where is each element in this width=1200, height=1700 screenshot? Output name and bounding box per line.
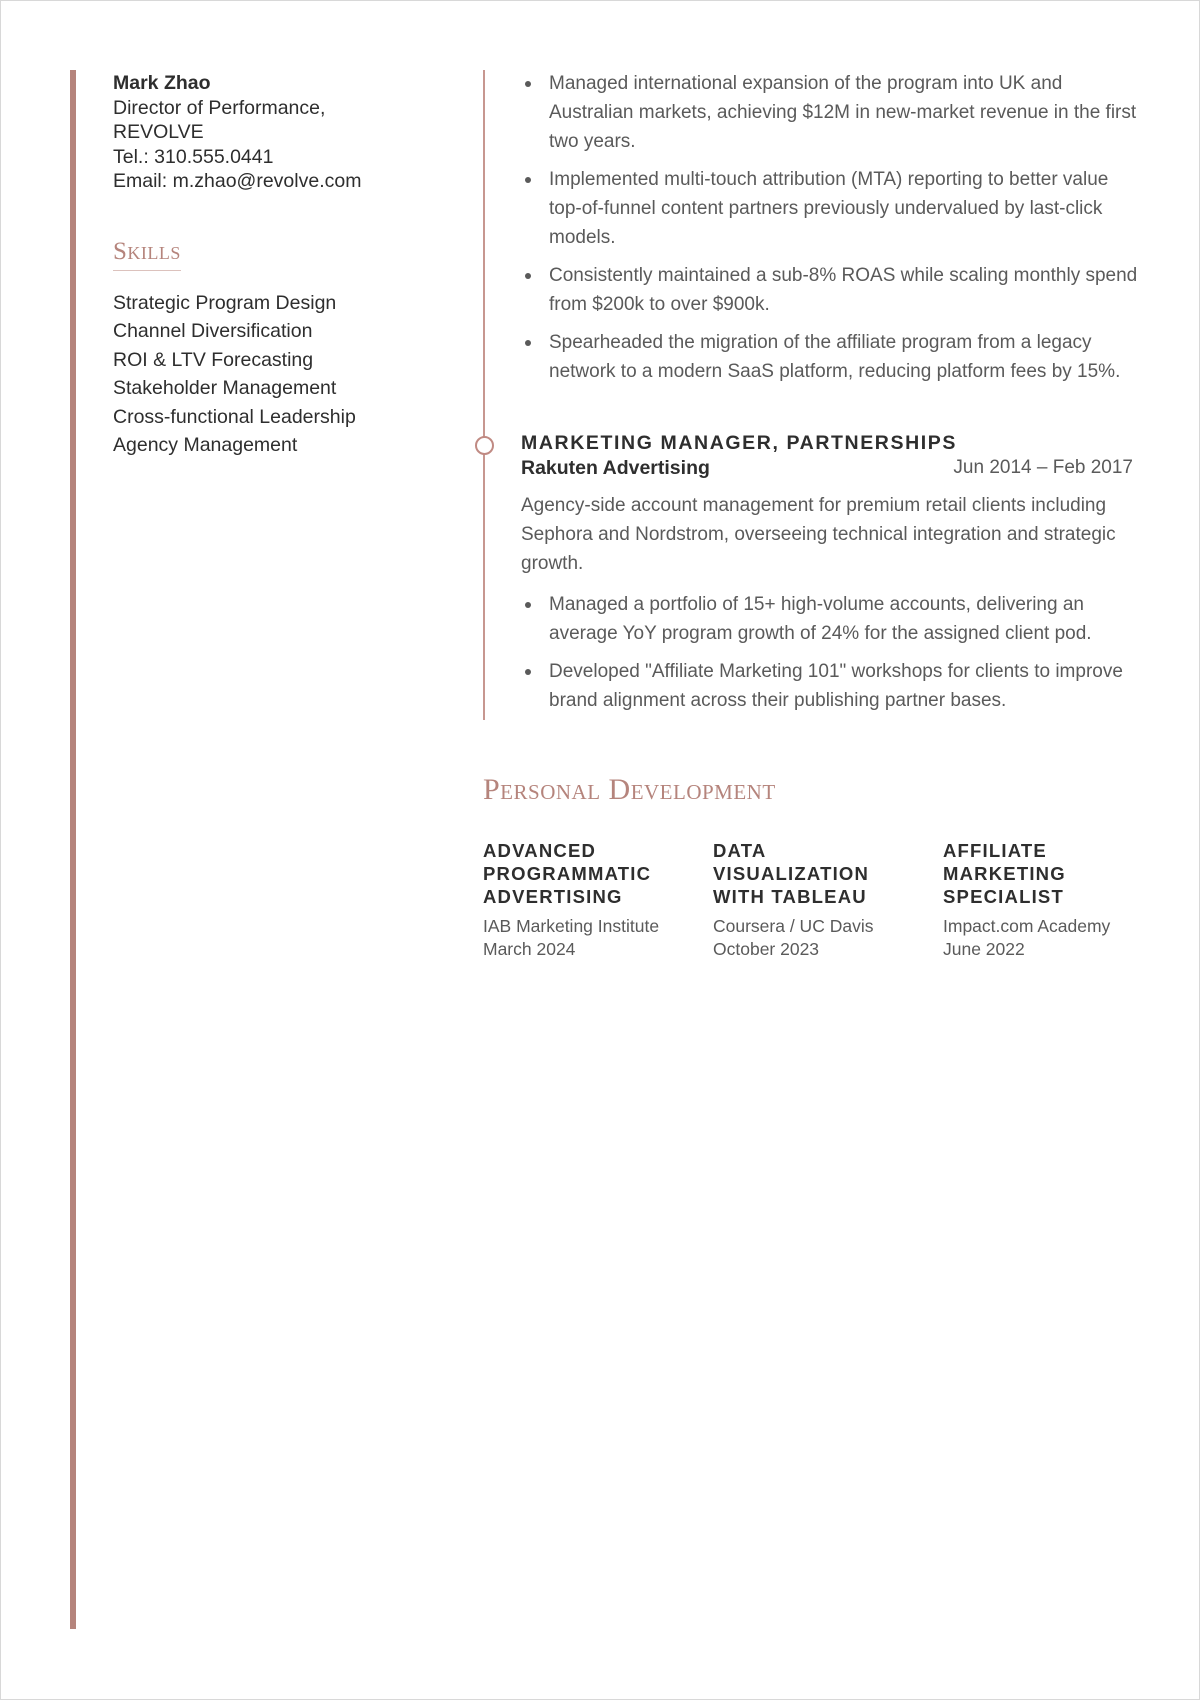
skills-heading: Skills xyxy=(113,238,181,271)
skill-item: Stakeholder Management xyxy=(113,377,337,399)
course-date: March 2024 xyxy=(483,939,576,959)
skill-item: Channel Diversification xyxy=(113,320,313,342)
course-date: October 2023 xyxy=(713,939,820,959)
job-dates: Jun 2014 – Feb 2017 xyxy=(953,457,1133,478)
list-item: Managed international expansion of the program into UK and Australian markets, achieving $12M in new-market revenue in the first two years. xyxy=(521,69,1141,156)
skill-item: ROI & LTV Forecasting xyxy=(113,348,314,371)
skill-item: Strategic Program Design xyxy=(113,291,337,314)
course-card xyxy=(713,839,943,961)
timeline-dot xyxy=(475,436,494,455)
list-item: Managed a portfolio of 15+ high-volume accounts, delivering an average YoY program growth of 24% for the assigned client pod. xyxy=(521,590,1133,648)
list-item: Implemented multi-touch attribution (MTA) reporting to better value top-of-funnel content partners previously undervalued by last-click models. xyxy=(521,165,1141,252)
course-meta xyxy=(713,915,893,961)
skill-item: Cross-functional Leadership xyxy=(113,405,356,428)
course-card xyxy=(483,839,713,961)
timeline-line xyxy=(483,70,485,720)
course-provider: Coursera / UC Davis xyxy=(713,916,874,936)
previous-role-bullets xyxy=(521,69,1141,395)
list-item: Consistently maintained a sub-8% ROAS while scaling monthly spend from $200k to over $900k. xyxy=(521,261,1141,319)
contact-block xyxy=(113,71,413,194)
course-card xyxy=(943,839,1173,961)
job-description: Agency-side account management for premium retail clients including Sephora and Nordstrom, overseeing technical integration and strategic growth. xyxy=(521,495,1116,574)
course-meta xyxy=(483,915,663,961)
list-item: Spearheaded the migration of the affiliate program from a legacy network to a modern SaaS platform, reducing platform fees by 15%. xyxy=(521,328,1141,386)
list-item: Developed "Affiliate Marketing 101" workshops for clients to improve brand alignment across their publishing partner bases. xyxy=(521,657,1133,715)
job-subheader xyxy=(521,455,1133,481)
job-title: MARKETING MANAGER, PARTNERSHIPS xyxy=(521,432,958,454)
contact-email: Email: m.zhao@revolve.com xyxy=(113,170,362,192)
skill-item: Agency Management xyxy=(113,434,298,456)
personal-development-heading: Personal Development xyxy=(483,773,776,806)
course-provider: IAB Marketing Institute xyxy=(483,916,660,936)
course-name: ADVANCED PROGRAMMATIC ADVERTISING xyxy=(483,840,652,907)
skills-list xyxy=(113,289,413,460)
course-name: DATA VISUALIZATION WITH TABLEAU xyxy=(713,840,870,907)
job-company: Rakuten Advertising xyxy=(521,457,710,479)
accent-bar xyxy=(70,70,76,1629)
contact-name: Mark Zhao xyxy=(113,72,211,94)
contact-phone: Tel.: 310.555.0441 xyxy=(113,145,274,168)
job-bullets xyxy=(521,590,1133,715)
course-meta xyxy=(943,915,1123,961)
experience-entry xyxy=(521,431,1133,724)
course-name: AFFILIATE MARKETING SPECIALIST xyxy=(943,840,1066,907)
contact-title: Director of Performance, REVOLVE xyxy=(113,96,326,143)
course-provider: Impact.com Academy xyxy=(943,916,1111,936)
course-date: June 2022 xyxy=(943,939,1025,959)
personal-development-grid xyxy=(483,839,1173,961)
sidebar xyxy=(113,71,413,460)
